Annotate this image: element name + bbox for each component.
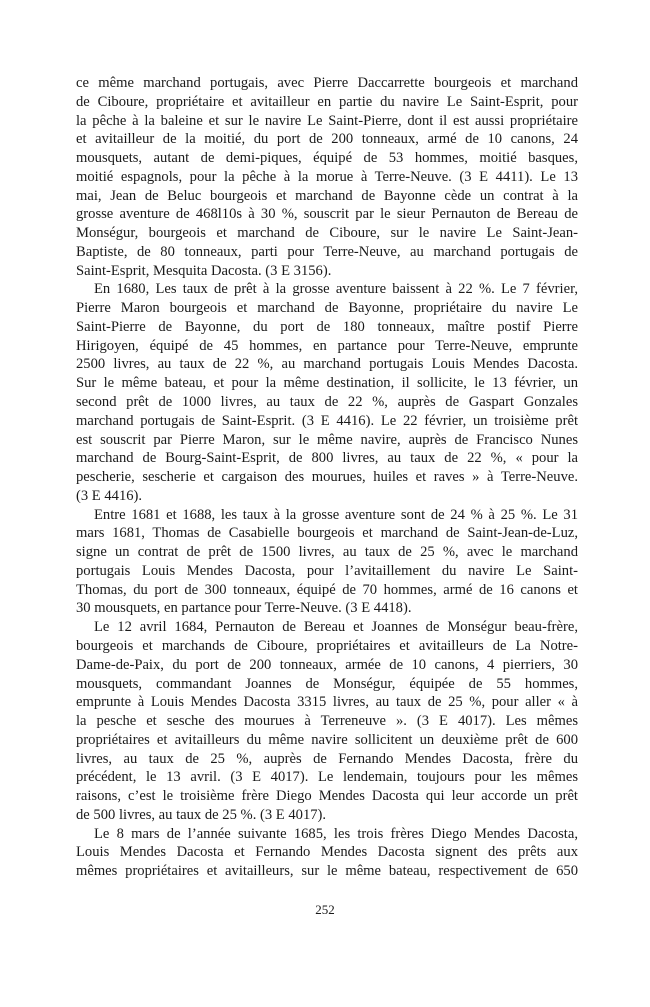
paragraph — [76, 280, 578, 505]
paragraph — [76, 618, 578, 824]
text-line: propriétaires et avitailleurs du même navire sollicitent un deuxième prêt de 600 — [76, 731, 578, 748]
text-line: En 1680, Les taux de prêt à la grosse aventure baissent à 22 %. Le 7 février, — [94, 281, 578, 298]
page-number: 252 — [315, 902, 335, 917]
text-line: la pesche et sesche des mourues à Terreneuve ». (3 E 4017). Les mêmes — [76, 713, 578, 730]
text-line: mai, Jean de Beluc bourgeois et marchand de Bayonne cède un contrat à la — [76, 187, 578, 204]
body-text — [76, 74, 578, 881]
paragraph — [76, 506, 578, 619]
text-line: mars 1681, Thomas de Casabielle bourgeois et marchand de Saint-Jean-de-Luz, — [76, 525, 578, 542]
text-line: 2500 livres, au taux de 22 %, au marchand portugais Louis Mendes Dacosta. — [76, 356, 578, 373]
text-line: grosse aventure de 468l10s à 30 %, souscrit par le sieur Pernauton de Bereau de — [76, 206, 578, 223]
text-line: pescherie, sescherie et cargaison des mourues, huiles et raves » à Terre-Neuve. — [76, 469, 578, 486]
text-line: précédent, le 13 avril. (3 E 4017). Le lendemain, toujours pour les mêmes — [76, 769, 578, 786]
text-line: de Ciboure, propriétaire et avitailleur en partie du navire Le Saint-Esprit, pour — [76, 93, 578, 110]
text-line: Louis Mendes Dacosta et Fernando Mendes Dacosta signent des prêts aux — [76, 844, 578, 861]
text-line: Le 12 avril 1684, Pernauton de Bereau et Joannes de Monségur beau-frère, — [94, 619, 578, 636]
text-line: de 500 livres, au taux de 25 %. (3 E 4017). — [76, 806, 327, 823]
text-line: ce même marchand portugais, avec Pierre Daccarrette bourgeois et marchand — [76, 75, 578, 91]
text-line: bourgeois et marchands de Ciboure, propriétaires et avitailleurs de La Notre- — [76, 637, 578, 654]
paragraph — [76, 74, 578, 280]
text-line: marchand de Bourg-Saint-Esprit, de 800 livres, au taux de 22 %, « pour la — [76, 450, 578, 467]
text-line: Dame-de-Paix, du port de 200 tonneaux, armée de 10 canons, 4 pierriers, 30 — [76, 656, 578, 673]
text-line: Hirigoyen, équipé de 45 hommes, en partance pour Terre-Neuve, emprunte — [76, 337, 578, 354]
text-line: Thomas, du port de 300 tonneaux, équipé de 70 hommes, armé de 16 canons et — [76, 581, 578, 598]
text-line: mousquets, commandant Joannes de Monségur, équipée de 55 hommes, — [76, 675, 578, 692]
text-line: livres, au taux de 25 %, auprès de Fernando Mendes Dacosta, frère du — [76, 750, 578, 767]
text-line: raisons, c’est le troisième frère Diego Mendes Dacosta qui leur accorde un prêt — [76, 788, 578, 805]
text-line: Monségur, bourgeois et marchand de Ciboure, sur le navire Le Saint-Jean- — [76, 225, 578, 242]
text-line: portugais Louis Mendes Dacosta, pour l’avitaillement du navire Le Saint- — [76, 562, 578, 579]
text-line: est souscrit par Pierre Maron, sur le même navire, auprès de Francisco Nunes — [76, 431, 578, 448]
text-line: (3 E 4416). — [76, 487, 143, 504]
text-line: Entre 1681 et 1688, les taux à la grosse aventure sont de 24 % à 25 %. Le 31 — [94, 506, 578, 523]
text-line: Pierre Maron bourgeois et marchand de Bayonne, propriétaire du navire Le — [76, 300, 578, 317]
text-line: Saint-Esprit, Mesquita Dacosta. (3 E 3156). — [76, 262, 332, 279]
text-line: 30 mousquets, en partance pour Terre-Neuve. (3 E 4418). — [76, 600, 412, 617]
text-line: la pêche à la baleine et sur le navire Le Saint-Pierre, dont il est aussi propriétaire — [76, 112, 578, 129]
text-line: emprunte à Louis Mendes Dacosta 3315 livres, au taux de 25 %, pour aller « à — [76, 694, 578, 711]
text-line: Le 8 mars de l’année suivante 1685, les trois frères Diego Mendes Dacosta, — [94, 825, 578, 842]
text-line: Sur le même bateau, et pour la même destination, il sollicite, le 13 février, un — [76, 375, 578, 392]
text-line: et avitailleur de la moitié, du port de 200 tonneaux, armé de 10 canons, 24 — [76, 131, 578, 148]
paragraph — [76, 825, 578, 881]
text-line: mêmes propriétaires et avitailleurs, sur le même bateau, respectivement de 650 — [76, 863, 578, 880]
text-line: moitié espagnols, pour la pêche à la morue à Terre-Neuve. (3 E 4411). Le 13 — [76, 168, 578, 185]
text-line: second prêt de 1000 livres, au taux de 22 %, auprès de Gaspart Gonzales — [76, 394, 578, 411]
text-line: Saint-Pierre de Bayonne, du port de 180 tonneaux, maître postif Pierre — [76, 318, 578, 335]
text-line: Baptiste, de 80 tonneaux, parti pour Terre-Neuve, au marchand portugais de — [76, 243, 578, 260]
text-line: signe un contrat de prêt de 1500 livres, au taux de 25 %, avec le marchand — [76, 544, 578, 561]
text-line: marchand portugais de Saint-Esprit. (3 E 4416). Le 22 février, un troisième prêt — [76, 412, 578, 429]
text-line: mousquets, autant de demi-piques, équipé de 53 hommes, moitié basques, — [76, 150, 578, 167]
